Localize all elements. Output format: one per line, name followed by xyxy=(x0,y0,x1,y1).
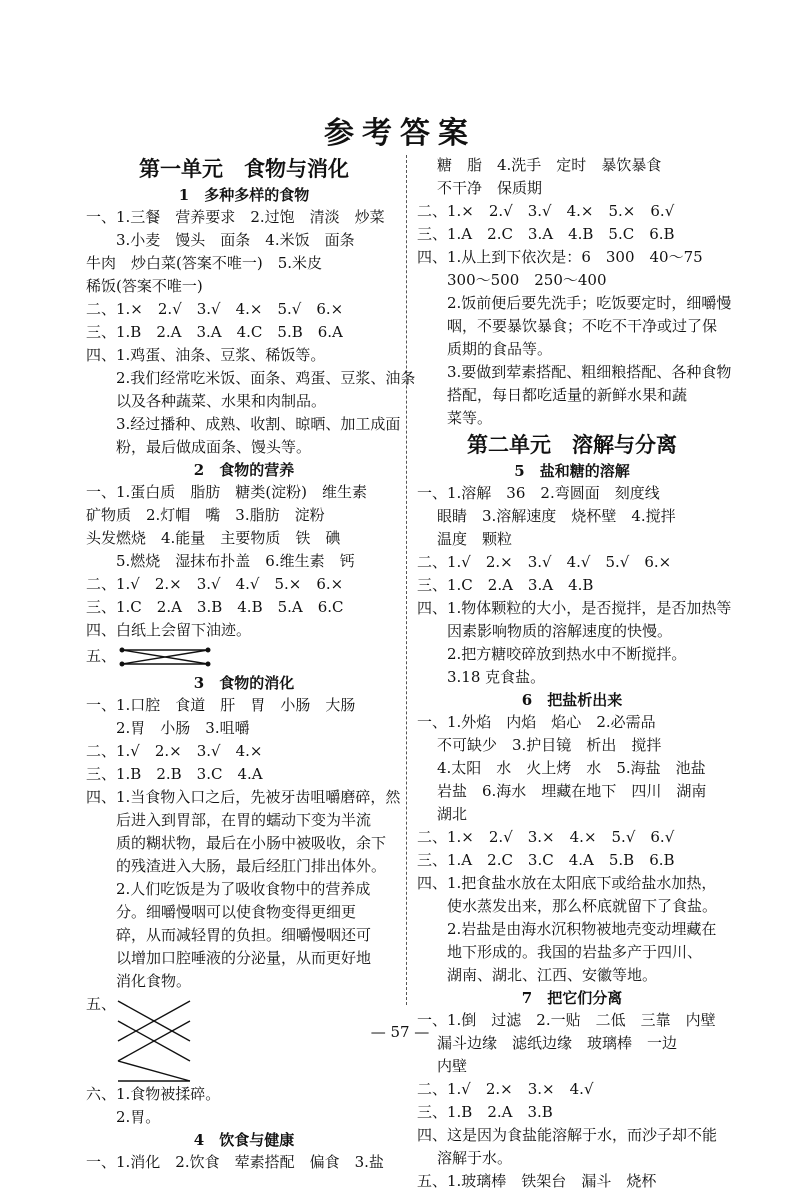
answer-line: 温度 颗粒 xyxy=(437,530,513,548)
answer-line: 糖 脂 4.洗手 定时 暴饮暴食 xyxy=(437,156,662,174)
answer-line: 四、1.鸡蛋、油条、豆浆、稀饭等。 xyxy=(86,346,326,364)
matching-lines-1 xyxy=(86,642,402,672)
answer-line: 四、1.从上到下依次是：6 300 40～75 xyxy=(417,248,703,266)
answer-line: 一、1.蛋白质 脂肪 糖类(淀粉) 维生素 xyxy=(86,483,368,501)
answer-line: 六、1.食物被揉碎。 xyxy=(86,1085,221,1103)
section-title-7: 7 把它们分离 xyxy=(521,989,623,1007)
section-title-1: 1 多种多样的食物 xyxy=(178,186,310,204)
answer-line: 漏斗边缘 滤纸边缘 玻璃棒 一边 xyxy=(437,1034,678,1052)
answer-line: 一、1.溶解 36 2.弯圆面 刻度线 xyxy=(417,484,660,502)
answer-line: 使水蒸发出来，那么杯底就留下了食盐。 xyxy=(447,897,718,915)
answer-line: 矿物质 2.灯帽 嘴 3.脂肪 淀粉 xyxy=(86,506,325,524)
answer-line: 以增加口腔唾液的分泌量，从而更好地 xyxy=(116,949,372,967)
answer-line: 3.要做到荤素搭配、粗细粮搭配、各种食物 xyxy=(447,363,732,381)
answer-line: 3.小麦 馒头 面条 4.米饭 面条 xyxy=(116,231,355,249)
answer-line: 质的糊状物，最后在小肠中被吸收，余下 xyxy=(116,834,387,852)
answer-line: 菜等。 xyxy=(447,409,493,427)
answer-line: 2.岩盐是由海水沉积物被地壳变动埋藏在 xyxy=(447,920,717,938)
answer-line: 四、1.当食物入口之后，先被牙齿咀嚼磨碎，然 xyxy=(86,788,401,806)
column-divider xyxy=(406,155,407,1005)
answer-line: 内壁 xyxy=(437,1057,468,1075)
answer-line: 五、1.玻璃棒 铁架台 漏斗 烧杯 xyxy=(417,1172,657,1190)
section-title-6: 6 把盐析出来 xyxy=(521,691,623,709)
answer-line: 咽，不要暴饮暴食；不吃不干净或过了保 xyxy=(447,317,718,335)
answer-line: 4.太阳 水 火上烤 水 5.海盐 池盐 xyxy=(437,759,706,777)
page-title: 参考答案 xyxy=(324,116,476,151)
answer-line: 三、1.B 2.A 3.A 4.C 5.B 6.A xyxy=(86,323,343,341)
answer-line: 二、1.√ 2.× 3.× 4.√ xyxy=(417,1080,594,1098)
answer-line: 二、1.× 2.√ 3.× 4.× 5.√ 6.√ xyxy=(417,828,675,846)
answer-line: 三、1.A 2.C 3.C 4.A 5.B 6.B xyxy=(417,851,675,869)
answer-line: 2.胃 小肠 3.咀嚼 xyxy=(116,719,250,737)
answer-line: 湖南、湖北、江西、安徽等地。 xyxy=(447,966,658,984)
section-title-4: 4 饮食与健康 xyxy=(193,1131,295,1149)
answer-line: 3.经过播种、成熟、收割、晾晒、加工成面 xyxy=(116,415,401,433)
matching-diagram-1 xyxy=(116,642,226,672)
page-number: — 57 — xyxy=(370,1023,430,1041)
answer-line: 溶解于水。 xyxy=(437,1149,513,1167)
answer-line: 五、 xyxy=(86,647,117,665)
section-title-2: 2 食物的营养 xyxy=(193,461,295,479)
answer-line: 碎，从而减轻胃的负担。细嚼慢咽还可 xyxy=(116,926,372,944)
section-title-3: 3 食物的消化 xyxy=(193,674,295,692)
answer-line: 三、1.B 2.A 3.B xyxy=(417,1103,553,1121)
answer-line: 头发燃烧 4.能量 主要物质 铁 碘 xyxy=(86,529,341,547)
left-column xyxy=(86,154,416,1174)
unit-title-2: 第二单元 溶解与分离 xyxy=(467,432,677,457)
answer-line: 3.18 克食盐。 xyxy=(447,668,546,686)
answer-line: 以及各种蔬菜、水果和肉制品。 xyxy=(116,392,327,410)
answer-line: 分。细嚼慢咽可以使食物变得更细更 xyxy=(116,903,357,921)
answer-line: 岩盐 6.海水 埋藏在地下 四川 湖南 xyxy=(437,782,707,800)
answer-line: 二、1.× 2.√ 3.√ 4.× 5.× 6.√ xyxy=(417,202,675,220)
answer-line: 质期的食品等。 xyxy=(447,340,553,358)
answer-line: 5.燃烧 湿抹布扑盖 6.维生素 钙 xyxy=(116,552,355,570)
answer-line: 五、 xyxy=(86,995,117,1013)
answer-line: 二、1.√ 2.× 3.√ 4.√ 5.× 6.× xyxy=(86,575,344,593)
answer-line: 不干净 保质期 xyxy=(437,179,543,197)
unit-title-1: 第一单元 食物与消化 xyxy=(139,156,349,181)
answer-line: 300～500 250～400 xyxy=(447,271,607,289)
answer-line: 二、1.√ 2.× 3.√ 4.√ 5.√ 6.× xyxy=(417,553,672,571)
answer-line: 地下形成的。我国的岩盐多产于四川、 xyxy=(447,943,703,961)
answer-line: 不可缺少 3.护目镜 析出 搅拌 xyxy=(437,736,662,754)
answer-line: 搭配，每日都吃适量的新鲜水果和蔬 xyxy=(447,386,688,404)
answer-line: 三、1.B 2.B 3.C 4.A xyxy=(86,765,263,783)
answer-line: 一、1.消化 2.饮食 荤素搭配 偏食 3.盐 xyxy=(86,1153,384,1171)
answer-line: 2.我们经常吃米饭、面条、鸡蛋、豆浆、油条 xyxy=(116,369,416,387)
answer-line: 三、1.A 2.C 3.A 4.B 5.C 6.B xyxy=(417,225,675,243)
answer-line: 二、1.√ 2.× 3.√ 4.× xyxy=(86,742,263,760)
answer-line: 因素影响物质的溶解速度的快慢。 xyxy=(447,622,673,640)
answer-line: 粉，最后做成面条、馒头等。 xyxy=(116,438,312,456)
answer-line: 后进入到胃部，在胃的蠕动下变为半流 xyxy=(116,811,372,829)
answer-line: 眼睛 3.溶解速度 烧杯壁 4.搅拌 xyxy=(437,507,676,525)
answer-line: 2.胃。 xyxy=(116,1108,161,1126)
answer-line: 2.人们吃饭是为了吸收食物中的营养成 xyxy=(116,880,371,898)
answer-line: 四、白纸上会留下油迹。 xyxy=(86,621,252,639)
answer-line: 一、1.口腔 食道 肝 胃 小肠 大肠 xyxy=(86,696,356,714)
answer-line: 消化食物。 xyxy=(116,972,192,990)
answer-line: 四、这是因为食盐能溶解于水，而沙子却不能 xyxy=(417,1126,718,1144)
section-title-5: 5 盐和糖的溶解 xyxy=(514,462,630,480)
answer-line: 牛肉 炒白菜(答案不唯一) 5.米皮 xyxy=(86,254,323,272)
answer-line: 一、1.外焰 内焰 焰心 2.必需品 xyxy=(417,713,656,731)
answer-line: 四、1.把食盐水放在太阳底下或给盐水加热， xyxy=(417,874,717,892)
answer-line: 湖北 xyxy=(437,805,468,823)
answer-line: 稀饭(答案不唯一) xyxy=(86,277,203,295)
answer-line: 一、1.倒 过滤 2.一贴 二低 三靠 内壁 xyxy=(417,1011,716,1029)
answer-line: 三、1.C 2.A 3.A 4.B xyxy=(417,576,594,594)
answer-line: 一、1.三餐 营养要求 2.过饱 清淡 炒菜 xyxy=(86,208,385,226)
answer-line: 2.饭前便后要先洗手；吃饭要定时，细嚼慢 xyxy=(447,294,732,312)
answer-line: 2.把方糖咬碎放到热水中不断搅拌。 xyxy=(447,645,687,663)
answer-line: 四、1.物体颗粒的大小，是否搅拌，是否加热等 xyxy=(417,599,732,617)
answer-line: 二、1.× 2.√ 3.√ 4.× 5.√ 6.× xyxy=(86,300,344,318)
answer-line: 三、1.C 2.A 3.B 4.B 5.A 6.C xyxy=(86,598,344,616)
answer-line: 的残渣进入大肠，最后经肛门排出体外。 xyxy=(116,857,387,875)
